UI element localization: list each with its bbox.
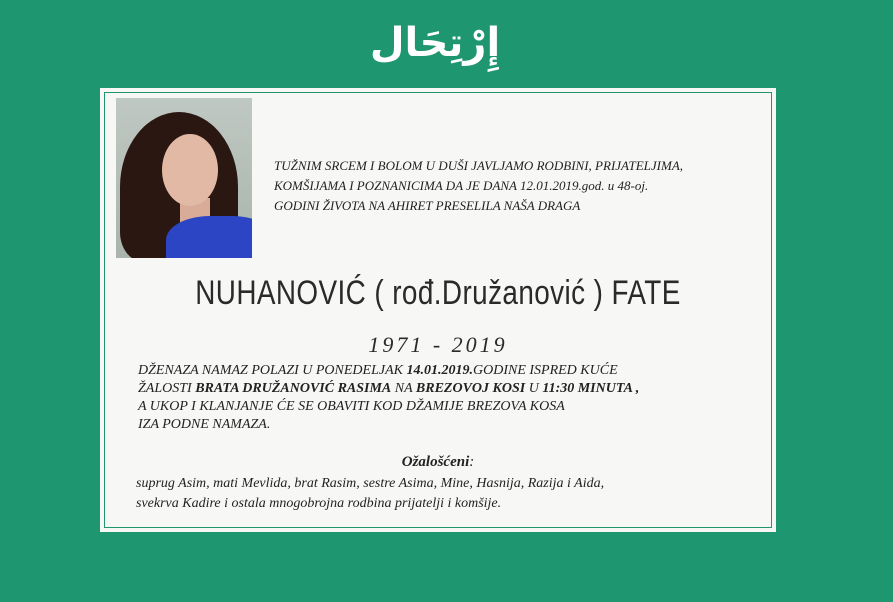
arabic-calligraphy-heading: إِرْتِحَال (369, 20, 501, 66)
photo-shirt (166, 216, 252, 258)
mourners-list (136, 474, 756, 514)
funeral-line: IZA PODNE NAMAZA. (138, 417, 271, 432)
funeral-line: A UKOP I KLANJANJE ĆE SE OBAVITI KOD DŽAMIJE BREZOVA KOSA (138, 399, 565, 414)
deceased-name: NUHANOVIĆ ( rođ.Družanović ) FATE (195, 274, 681, 312)
life-years: 1971 - 2019 (368, 332, 508, 357)
funeral-line: ŽALOSTI BRATA DRUŽANOVIĆ RASIMA NA BREZOVOJ KOSI U 11:30 MINUTA , (138, 381, 640, 396)
funeral-line: DŽENAZA NAMAZ POLAZI U PONEDELJAK 14.01.2019.GODINE ISPRED KUĆE (138, 363, 618, 378)
intro-line: KOMŠIJAMA I POZNANICIMA DA JE DANA 12.01.2019.god. u 48-oj. (274, 178, 649, 193)
intro-line: TUŽNIM SRCEM I BOLOM U DUŠI JAVLJAMO RODBINI, PRIJATELJIMA, (274, 158, 684, 173)
mourners-line: suprug Asim, mati Mevlida, brat Rasim, sestre Asima, Mine, Hasnija, Razija i Aida, (136, 476, 605, 491)
intro-text (274, 156, 694, 216)
mourners-line: svekrva Kadire i ostala mnogobrojna rodbina prijatelji i komšije. (136, 496, 502, 511)
funeral-details (138, 362, 758, 434)
portrait-photo (116, 98, 252, 258)
mourners-heading: Ožalošćeni: (401, 454, 475, 470)
photo-face (162, 134, 218, 206)
obituary-card (100, 88, 776, 532)
intro-line: GODINI ŽIVOTA NA AHIRET PRESELILA NAŠA DRAGA (274, 198, 581, 213)
